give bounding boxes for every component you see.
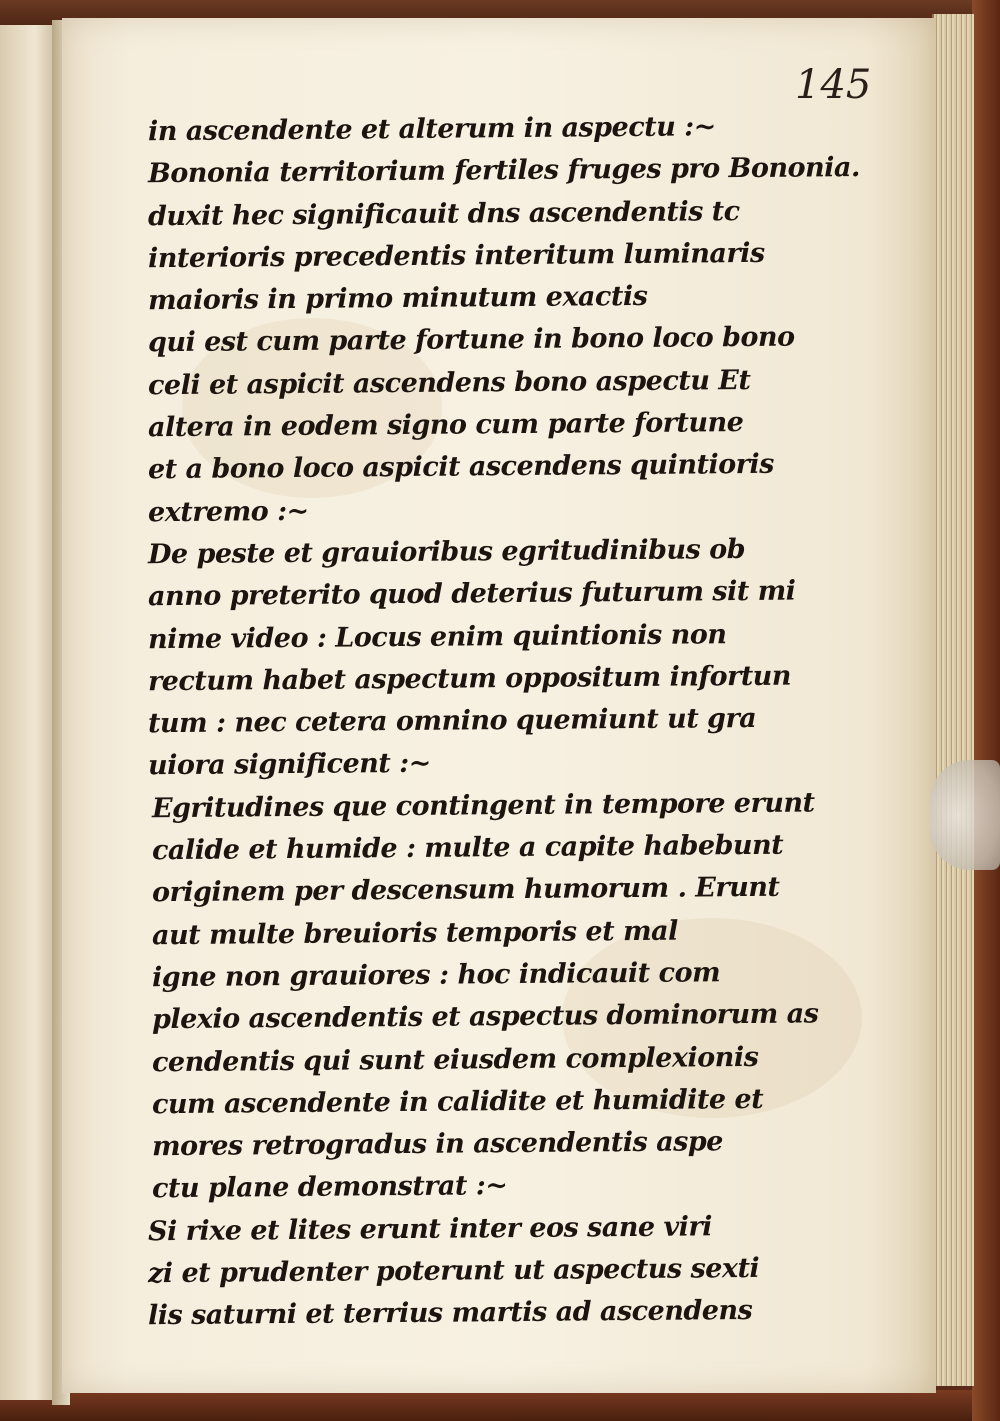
text-line: maioris in primo minutum exactis	[147, 281, 648, 317]
text-line: Egritudines que contingent in tempore erunt	[151, 787, 815, 824]
facing-page-edge	[0, 25, 59, 1400]
binding-bottom	[0, 1390, 1000, 1421]
text-line: qui est cum parte fortune in bono loco bono	[147, 322, 795, 359]
text-line: originem per descensum humorum . Erunt	[151, 872, 780, 909]
text-line: duxit hec significauit dns ascendentis tc	[147, 195, 740, 232]
text-line: nime video : Locus enim quintionis non	[147, 618, 727, 655]
text-line: lis saturni et terrius martis ad ascendens	[147, 1295, 753, 1332]
text-line: anno preterito quod deterius futurum sit mi	[147, 575, 796, 613]
page-edges	[932, 14, 974, 1386]
text-line: altera in eodem signo cum parte fortune	[147, 407, 744, 444]
text-line: tum : nec cetera omnino quemiunt ut gra	[147, 703, 757, 740]
text-line: aut multe breuioris temporis et mal	[151, 915, 678, 951]
binding-right	[972, 0, 1000, 1421]
folio-number: 145	[795, 62, 872, 108]
text-line: calide et humide : multe a capite habebunt	[151, 829, 784, 867]
text-line: mores retrogradus in ascendentis aspe	[151, 1126, 724, 1163]
text-line: rectum habet aspectum oppositum infortun	[147, 660, 792, 698]
text-line: ctu plane demonstrat :~	[151, 1170, 508, 1205]
text-line: Bononia territorium fertiles fruges pro Bononia.	[147, 152, 860, 190]
page-tab-marker[interactable]	[930, 760, 1000, 870]
text-line: cendentis qui sunt eiusdem complexionis	[151, 1041, 759, 1078]
text-line: extremo :~	[147, 495, 309, 528]
text-line: De peste et grauioribus egritudinibus ob	[147, 533, 746, 571]
text-line: Si rixe et lites erunt inter eos sane viri	[147, 1211, 713, 1247]
text-line: et a bono loco aspicit ascendens quintioris	[147, 449, 775, 486]
text-line: celi et aspicit ascendens bono aspectu Et	[147, 364, 751, 402]
manuscript-text	[148, 108, 888, 1335]
text-line: uiora significent :~	[147, 748, 431, 782]
text-line: interioris precedentis interitum luminaris	[147, 237, 765, 275]
text-line: cum ascendente in calidite et humidite et	[151, 1083, 764, 1121]
text-line: in ascendente et alterum in aspectu :~	[147, 111, 716, 148]
text-line: plexio ascendentis et aspectus dominorum as	[151, 998, 819, 1036]
text-line: zi et prudenter poterunt ut aspectus sexti	[147, 1252, 760, 1290]
text-line: igne non grauiores : hoc indicauit com	[151, 957, 721, 994]
